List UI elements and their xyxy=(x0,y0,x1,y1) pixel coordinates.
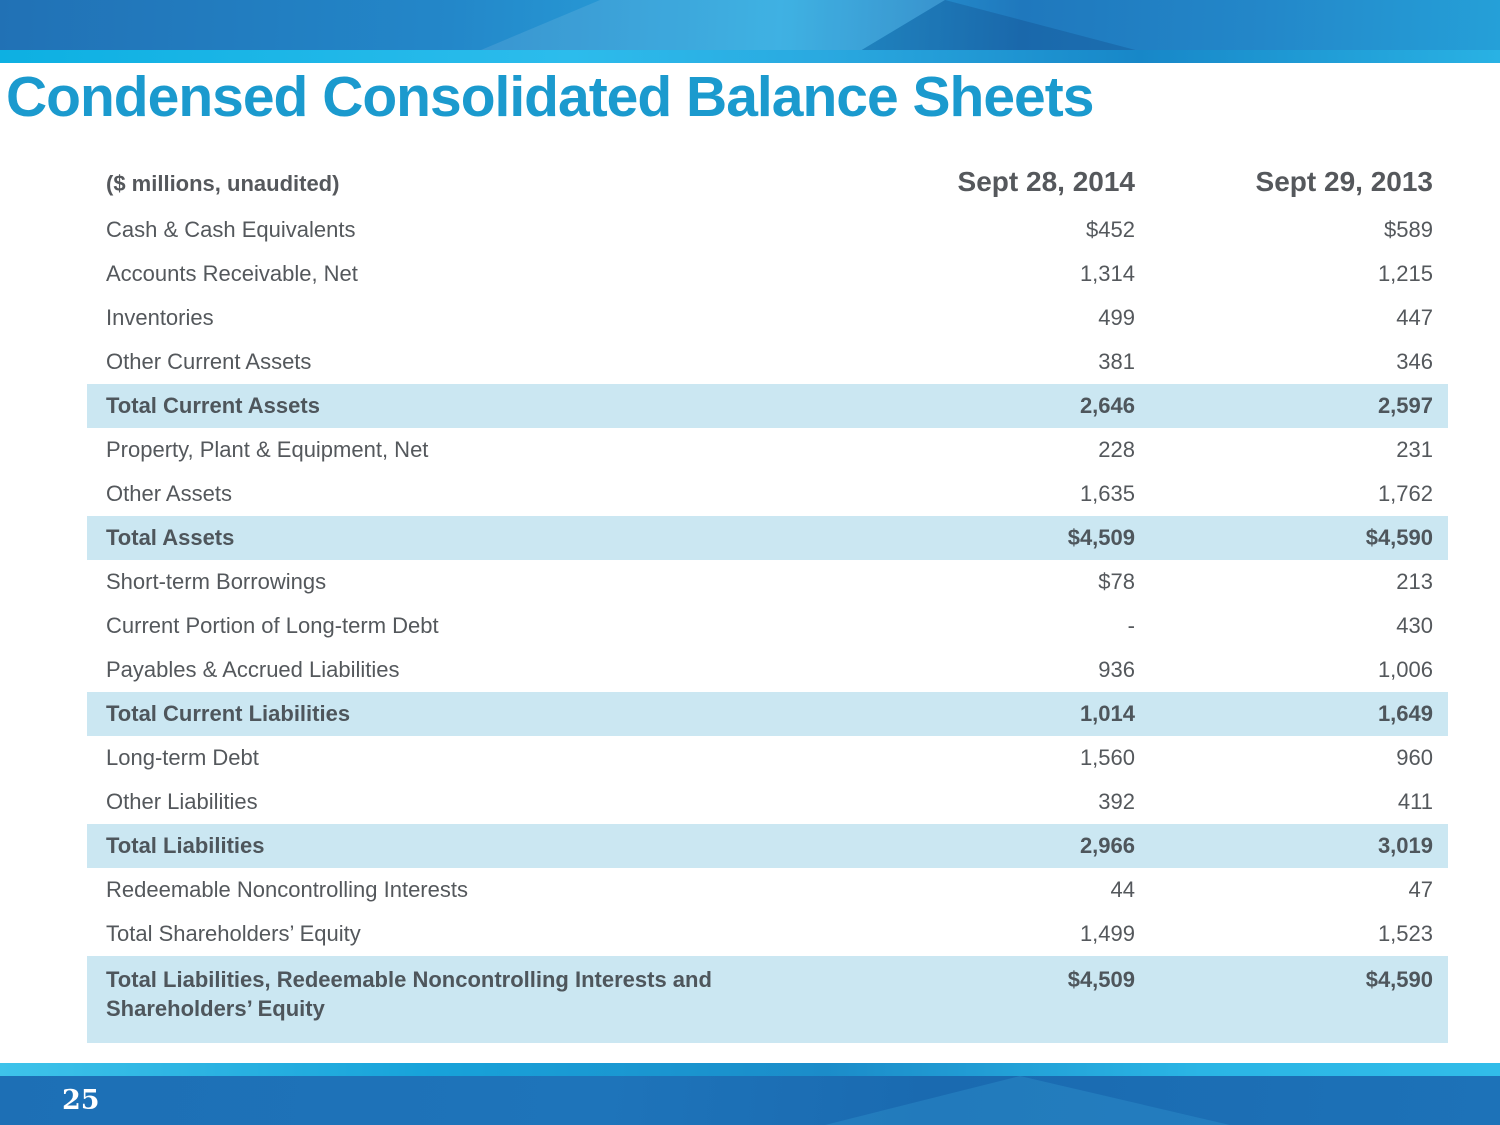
value-2014: $78 xyxy=(1098,569,1135,594)
value-2013: 411 xyxy=(1397,789,1433,814)
row-label: Other Liabilities xyxy=(106,789,258,814)
row-label: Total Current Liabilities xyxy=(106,701,351,726)
table-header-row xyxy=(87,158,1448,208)
column-header-2013: Sept 29, 2013 xyxy=(1255,166,1433,197)
value-2014: 1,635 xyxy=(1079,481,1135,506)
page-number: 25 xyxy=(62,1085,100,1116)
value-2013: 1,649 xyxy=(1377,701,1433,726)
table-row xyxy=(87,208,1448,252)
table-row xyxy=(87,472,1448,516)
value-2013: 1,762 xyxy=(1377,481,1433,506)
value-2013: $589 xyxy=(1384,217,1433,242)
value-2014: - xyxy=(1127,613,1135,638)
value-2014: $4,509 xyxy=(1067,967,1135,992)
value-2014: 228 xyxy=(1098,437,1135,462)
row-label: Current Portion of Long-term Debt xyxy=(106,613,439,638)
value-2013: 3,019 xyxy=(1377,833,1433,858)
value-2013: 2,597 xyxy=(1377,393,1433,418)
value-2013: $4,590 xyxy=(1365,967,1433,992)
table-row xyxy=(87,648,1448,692)
page-title: Condensed Consolidated Balance Sheets xyxy=(6,65,1094,129)
row-label: Long-term Debt xyxy=(106,745,259,770)
table-row xyxy=(87,604,1448,648)
value-2014: $4,509 xyxy=(1067,525,1135,550)
row-label: Total Liabilities xyxy=(106,833,265,858)
table-row xyxy=(87,912,1448,956)
row-label: Short-term Borrowings xyxy=(106,569,327,594)
value-2014: 936 xyxy=(1098,657,1135,682)
table-row xyxy=(87,560,1448,604)
row-label: Other Current Assets xyxy=(106,349,312,374)
table-row xyxy=(87,736,1448,780)
value-2013: 346 xyxy=(1396,349,1433,374)
column-header-2014: Sept 28, 2014 xyxy=(957,166,1135,197)
value-2013: 960 xyxy=(1396,745,1433,770)
value-2014: 1,560 xyxy=(1079,745,1135,770)
top-banner xyxy=(0,0,1500,63)
row-label: Total Current Assets xyxy=(106,393,320,418)
value-2013: 430 xyxy=(1396,613,1433,638)
row-label: Payables & Accrued Liabilities xyxy=(106,657,400,682)
table-row xyxy=(87,956,1448,1043)
value-2014: 1,314 xyxy=(1079,261,1135,286)
footer-cyan-strip xyxy=(0,1063,1500,1076)
row-label: Total Shareholders’ Equity xyxy=(106,921,361,946)
table-row xyxy=(87,296,1448,340)
table-row xyxy=(87,252,1448,296)
table-row xyxy=(87,824,1448,868)
row-label: Total Liabilities, Redeemable Noncontrolling Interests and Shareholders’ Equity xyxy=(106,967,712,1021)
value-2014: 392 xyxy=(1098,789,1135,814)
row-label: Redeemable Noncontrolling Interests xyxy=(106,877,468,902)
table-row xyxy=(87,516,1448,560)
banner-cyan-strip xyxy=(0,50,1500,63)
value-2014: 2,646 xyxy=(1079,393,1135,418)
table-row xyxy=(87,692,1448,736)
row-label: Inventories xyxy=(106,305,214,330)
value-2013: $4,590 xyxy=(1365,525,1433,550)
table-row xyxy=(87,868,1448,912)
value-2014: 381 xyxy=(1098,349,1135,374)
value-2013: 213 xyxy=(1396,569,1433,594)
value-2014: 2,966 xyxy=(1079,833,1135,858)
value-2014: 499 xyxy=(1098,305,1135,330)
row-label: Other Assets xyxy=(106,481,232,506)
row-label: Accounts Receivable, Net xyxy=(106,261,358,286)
table-row xyxy=(87,428,1448,472)
value-2014: 1,499 xyxy=(1079,921,1135,946)
row-label: Property, Plant & Equipment, Net xyxy=(106,437,429,462)
balance-sheet-table xyxy=(87,158,1448,1043)
value-2013: 47 xyxy=(1408,877,1433,902)
value-2013: 231 xyxy=(1396,437,1433,462)
unit-label: ($ millions, unaudited) xyxy=(106,171,340,196)
row-label: Total Assets xyxy=(106,525,235,550)
row-label: Cash & Cash Equivalents xyxy=(106,217,356,242)
bottom-banner xyxy=(0,1063,1500,1125)
value-2014: $452 xyxy=(1086,217,1135,242)
table-row xyxy=(87,384,1448,428)
value-2014: 44 xyxy=(1110,877,1135,902)
value-2013: 1,523 xyxy=(1377,921,1433,946)
value-2013: 1,215 xyxy=(1377,261,1433,286)
table-row xyxy=(87,780,1448,824)
table-row xyxy=(87,340,1448,384)
value-2013: 1,006 xyxy=(1377,657,1433,682)
table-body xyxy=(87,208,1448,1043)
footer-band xyxy=(0,1076,1500,1125)
value-2014: 1,014 xyxy=(1079,701,1135,726)
value-2013: 447 xyxy=(1396,305,1433,330)
footer-facet xyxy=(0,1076,1500,1125)
